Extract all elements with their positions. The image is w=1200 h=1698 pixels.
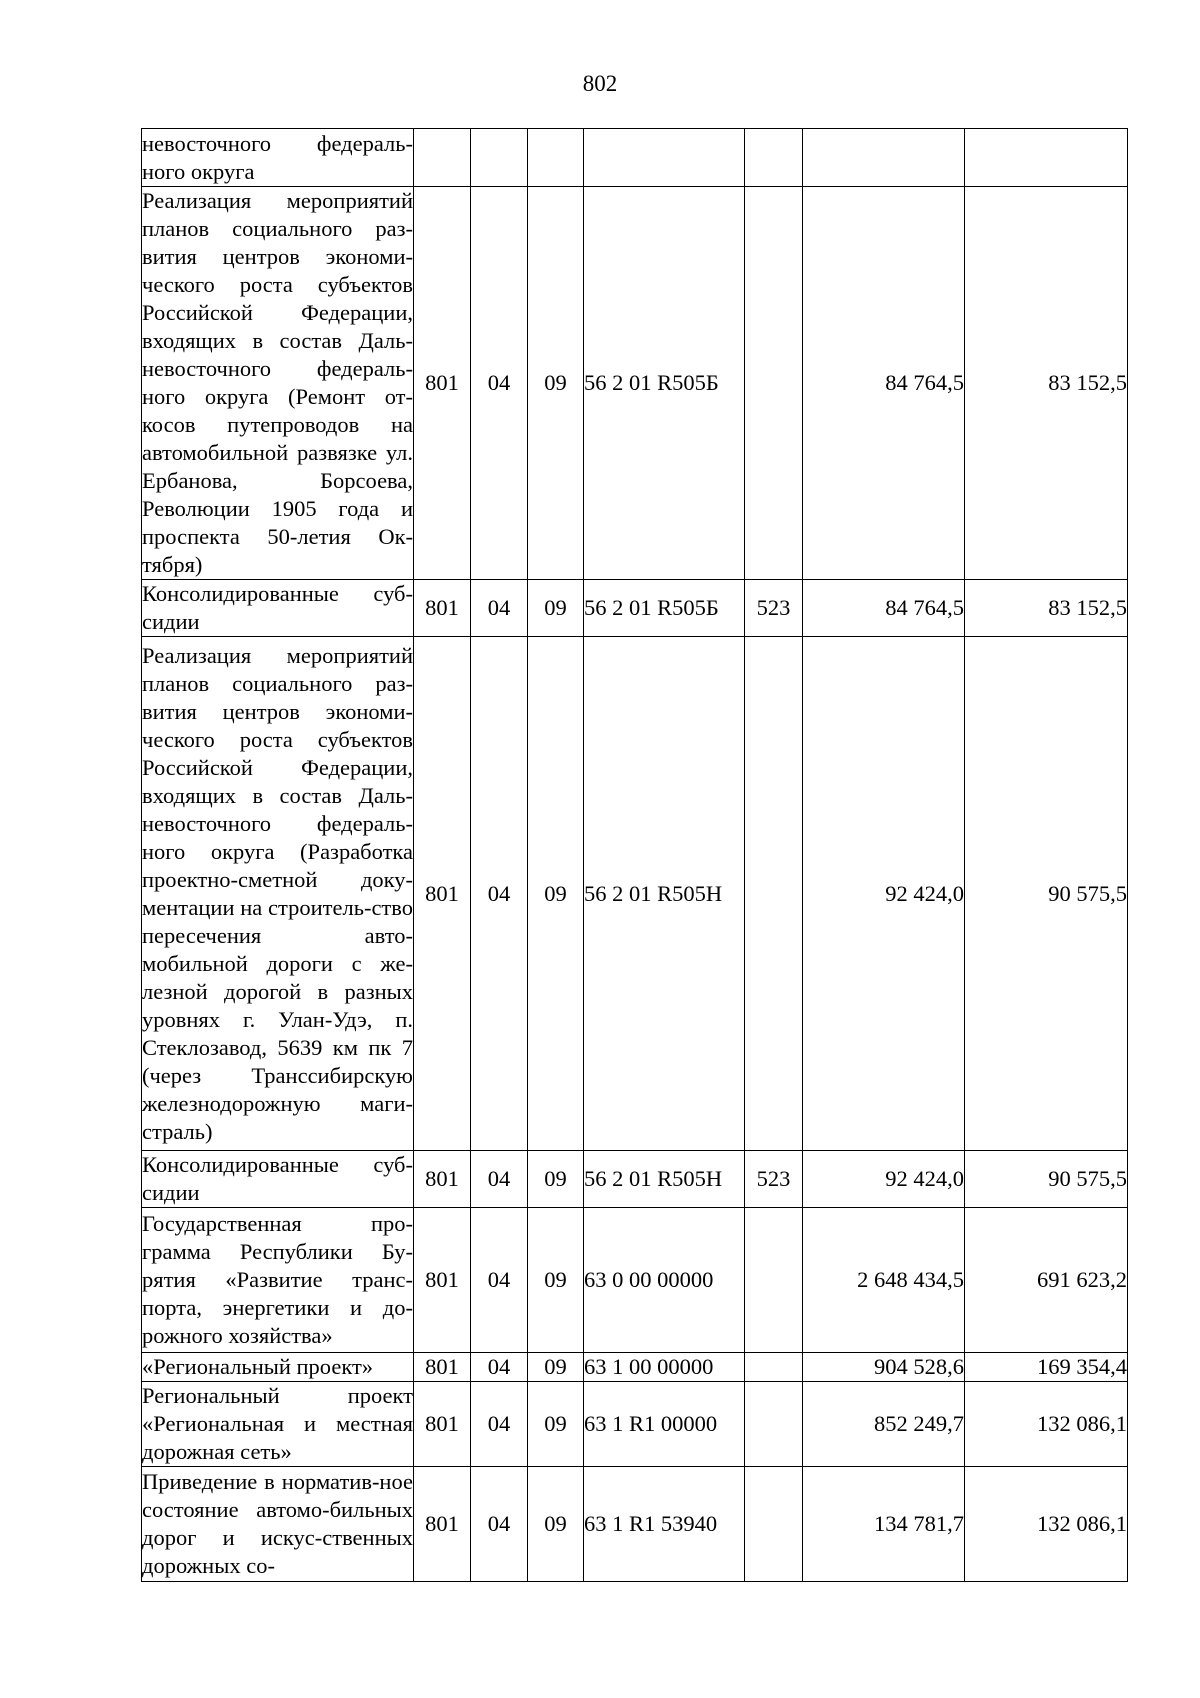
row-section-code <box>471 129 528 187</box>
row-section-code: 04 <box>471 1353 528 1382</box>
table-row <box>142 637 1128 1151</box>
row-amount-year-1: 92 424,0 <box>803 1151 965 1208</box>
row-name: Приведение в норматив-ное состояние автомо-бильных дорог и искус-ственных дорожных со- <box>142 1467 414 1582</box>
row-target-article-code: 56 2 01 R505Н <box>584 637 745 1151</box>
row-expense-type-code <box>745 1353 803 1382</box>
row-amount-year-1: 2 648 434,5 <box>803 1208 965 1353</box>
row-target-article-code: 63 1 R1 53940 <box>584 1467 745 1582</box>
row-subsection-code: 09 <box>528 1151 584 1208</box>
row-target-article-code: 63 1 00 00000 <box>584 1353 745 1382</box>
row-subsection-code: 09 <box>528 637 584 1151</box>
row-amount-year-2: 169 354,4 <box>965 1353 1128 1382</box>
row-amount-year-2: 132 086,1 <box>965 1467 1128 1582</box>
row-amount-year-1: 134 781,7 <box>803 1467 965 1582</box>
row-section-code: 04 <box>471 187 528 580</box>
table-row <box>142 1353 1128 1382</box>
row-ministry-code: 801 <box>414 1382 471 1467</box>
row-ministry-code: 801 <box>414 637 471 1151</box>
row-target-article-code: 56 2 01 R505Б <box>584 187 745 580</box>
row-amount-year-1: 92 424,0 <box>803 637 965 1151</box>
row-target-article-code <box>584 129 745 187</box>
row-subsection-code: 09 <box>528 1382 584 1467</box>
table-row <box>142 580 1128 637</box>
row-ministry-code: 801 <box>414 187 471 580</box>
row-subsection-code: 09 <box>528 187 584 580</box>
row-amount-year-2: 83 152,5 <box>965 187 1128 580</box>
row-ministry-code: 801 <box>414 580 471 637</box>
row-section-code: 04 <box>471 580 528 637</box>
row-name: «Региональный проект» <box>142 1353 414 1382</box>
row-amount-year-1: 904 528,6 <box>803 1353 965 1382</box>
row-target-article-code: 63 1 R1 00000 <box>584 1382 745 1467</box>
row-subsection-code: 09 <box>528 580 584 637</box>
budget-table <box>141 128 1128 1582</box>
table-row <box>142 187 1128 580</box>
row-name: невосточного федераль-ного округа <box>142 129 414 187</box>
table-row <box>142 1151 1128 1208</box>
row-section-code: 04 <box>471 1151 528 1208</box>
row-subsection-code <box>528 129 584 187</box>
row-name: Консолидированные суб-сидии <box>142 1151 414 1208</box>
row-section-code: 04 <box>471 637 528 1151</box>
row-amount-year-2: 90 575,5 <box>965 637 1128 1151</box>
row-ministry-code: 801 <box>414 1353 471 1382</box>
row-name: Консолидированные суб-сидии <box>142 580 414 637</box>
row-expense-type-code: 523 <box>745 580 803 637</box>
page-number: 802 <box>582 71 618 96</box>
row-ministry-code <box>414 129 471 187</box>
row-ministry-code: 801 <box>414 1208 471 1353</box>
row-amount-year-1: 852 249,7 <box>803 1382 965 1467</box>
row-name: Реализация мероприятий планов социального раз-вития центров экономи-ческого роста субъектов Российской Федерации, входящих в состав Даль-невосточного федераль-ного округа (Разработка проектно-сметной доку-ментации на строитель-ство пересечения авто-мобильной дороги с же-лезной дорогой в разных уровнях г. Улан-Удэ, п. Стеклозавод, 5639 км пк 7 (через Транссибирскую железнодорожную маги-страль) <box>142 637 414 1151</box>
row-amount-year-1: 84 764,5 <box>803 580 965 637</box>
table-row <box>142 1467 1128 1582</box>
row-ministry-code: 801 <box>414 1151 471 1208</box>
row-section-code: 04 <box>471 1208 528 1353</box>
row-amount-year-2: 90 575,5 <box>965 1151 1128 1208</box>
row-target-article-code: 56 2 01 R505Б <box>584 580 745 637</box>
row-expense-type-code <box>745 129 803 187</box>
row-expense-type-code: 523 <box>745 1151 803 1208</box>
row-expense-type-code <box>745 187 803 580</box>
row-name: Реализация мероприятий планов социального раз-вития центров экономи-ческого роста субъектов Российской Федерации, входящих в состав Даль-невосточного федераль-ного округа (Ремонт от-косов путепроводов на автомобильной развязке ул. Ербанова, Борсоева, Революции 1905 года и проспекта 50-летия Ок-тября) <box>142 187 414 580</box>
table-row <box>142 129 1128 187</box>
row-target-article-code: 56 2 01 R505Н <box>584 1151 745 1208</box>
table-row <box>142 1208 1128 1353</box>
row-section-code: 04 <box>471 1467 528 1582</box>
row-ministry-code: 801 <box>414 1467 471 1582</box>
row-subsection-code: 09 <box>528 1208 584 1353</box>
row-amount-year-2: 83 152,5 <box>965 580 1128 637</box>
row-name: Региональный проект «Региональная и местная дорожная сеть» <box>142 1382 414 1467</box>
row-amount-year-1 <box>803 129 965 187</box>
table-row <box>142 1382 1128 1467</box>
row-amount-year-2: 691 623,2 <box>965 1208 1128 1353</box>
row-section-code: 04 <box>471 1382 528 1467</box>
row-expense-type-code <box>745 1467 803 1582</box>
row-name: Государственная про-грамма Республики Бу-рятия «Развитие транс-порта, энергетики и до-рожного хозяйства» <box>142 1208 414 1353</box>
row-expense-type-code <box>745 1382 803 1467</box>
row-subsection-code: 09 <box>528 1467 584 1582</box>
row-amount-year-2 <box>965 129 1128 187</box>
row-expense-type-code <box>745 1208 803 1353</box>
row-subsection-code: 09 <box>528 1353 584 1382</box>
row-expense-type-code <box>745 637 803 1151</box>
row-target-article-code: 63 0 00 00000 <box>584 1208 745 1353</box>
row-amount-year-2: 132 086,1 <box>965 1382 1128 1467</box>
row-amount-year-1: 84 764,5 <box>803 187 965 580</box>
